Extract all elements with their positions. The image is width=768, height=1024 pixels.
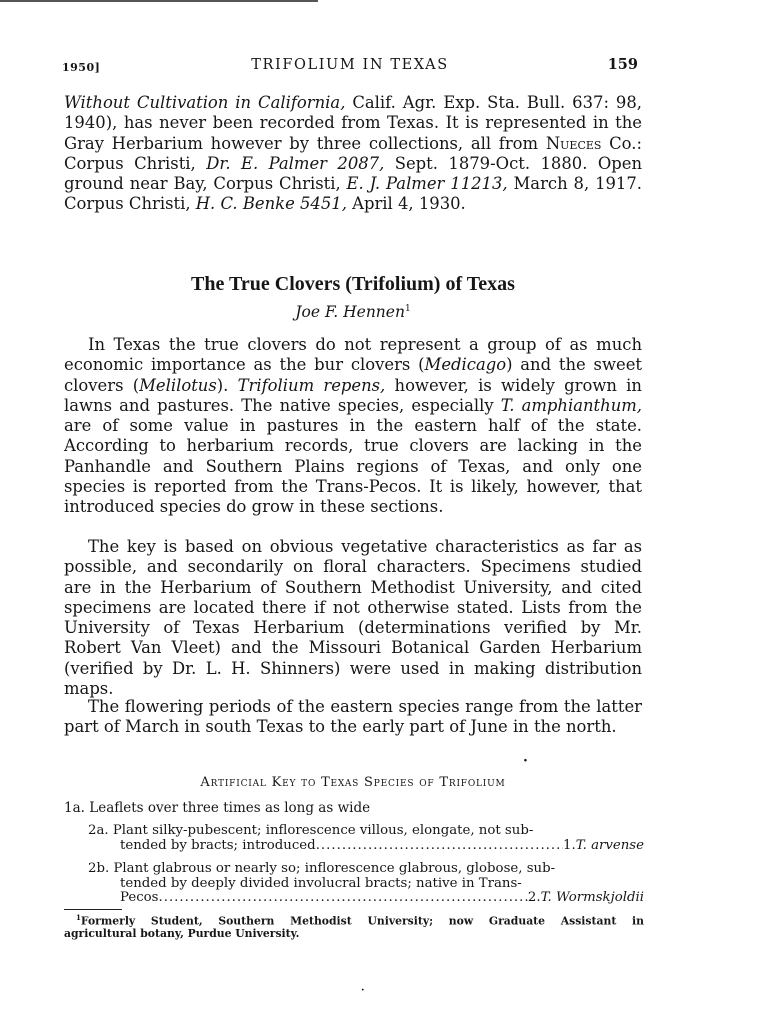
key-couplet-2b: 2b. Plant glabrous or nearly so; inflorescence glabrous, globose, sub- tended by deeply divided involucral bracts; native in Trans- Pecos ..... 2. T. Wormskjoldii <box>88 862 644 906</box>
footnote: $^1$Formerly Student, Southern Methodist University; now Graduate Assistant in agricultural botany, Purdue University. <box>64 913 644 940</box>
article-title: The True Clovers (Trifolium) of Texas <box>191 273 515 295</box>
page-number: 159 <box>607 56 638 73</box>
footnote-marker: 1 <box>404 303 411 314</box>
top-rule <box>0 0 318 2</box>
collector-citation: H. C. Benke 5451, <box>195 194 347 214</box>
running-header <box>62 57 638 77</box>
header-year: 1950] <box>62 61 101 74</box>
key-couplet-1a: 1a. Leaflets over three times as long as wide <box>64 800 371 816</box>
header-title: TRIFOLIUM IN TEXAS <box>251 57 449 73</box>
species-result: T. Wormskjoldii <box>540 890 644 905</box>
speck: · <box>523 753 528 769</box>
key-couplet-2a: 2a. Plant silky-pubescent; inflorescence villous, elongate, not sub- tended by bracts; introduced ..... 1. T. arvense <box>88 824 644 853</box>
species-result: T. arvense <box>575 837 644 853</box>
body-paragraph-3: The flowering periods of the eastern species range from the latter part of March in south Texas to the early part of June in the north. <box>64 697 642 737</box>
collector-citation: Dr. E. Palmer 2087, <box>206 153 385 173</box>
continued-paragraph: Without Cultivation in California, Calif. Agr. Exp. Sta. Bull. 637: 98, 1940), has never been recorded from Texas. It is represented in the Gray Herbarium however by three collections, all from Nueces Co.: Corpus Christi, Dr. E. Palmer 2087, Sept. 1879-Oct. 1880. Open ground near Bay, Corpus Christi, E. J. Palmer 11213, March 8, 1917. Corpus Christi, H. C. Benke 5451, April 4, 1930. <box>64 93 643 214</box>
dot-leader <box>159 891 528 906</box>
italic-text: Without Cultivation in California, <box>64 93 346 112</box>
county-name: Nueces <box>545 133 602 153</box>
speck: · <box>361 985 365 996</box>
dot-leader <box>316 839 563 854</box>
body-paragraph-2: The key is based on obvious vegetative characteristics as far as possible, and secondarily on floral characters. Specimens studied are in the Herbarium of Southern Methodist University, and cited specimens are located there if not otherwise stated. Lists from the University of Texas Herbarium (determinations verified by Mr. Robert Van Vleet) and the Missouri Botanical Garden Herbarium (verified by Dr. L. H. Shinners) were used in making distribution maps. <box>64 537 642 699</box>
footnote-rule <box>64 909 122 910</box>
body-paragraph-1: In Texas the true clovers do not represent a group of as much economic importance as the bur clovers (Medicago) and the sweet clovers (Melilotus). Trifolium repens, however, is widely grown in lawns and pastures. The native species, especially T. amphianthum, are of some value in pastures in the eastern half of the state. According to herbarium records, true clovers are lacking in the Panhandle and Southern Plains regions of Texas, and only one species is reported from the Trans-Pecos. It is likely, however, that introduced species do grow in these sections. <box>64 335 642 517</box>
key-heading: Artificial Key to Texas Species of Trifolium <box>200 775 506 790</box>
collector-citation: E. J. Palmer 11213, <box>346 174 508 194</box>
article-author: Joe F. Hennen$^1$ <box>295 303 411 321</box>
